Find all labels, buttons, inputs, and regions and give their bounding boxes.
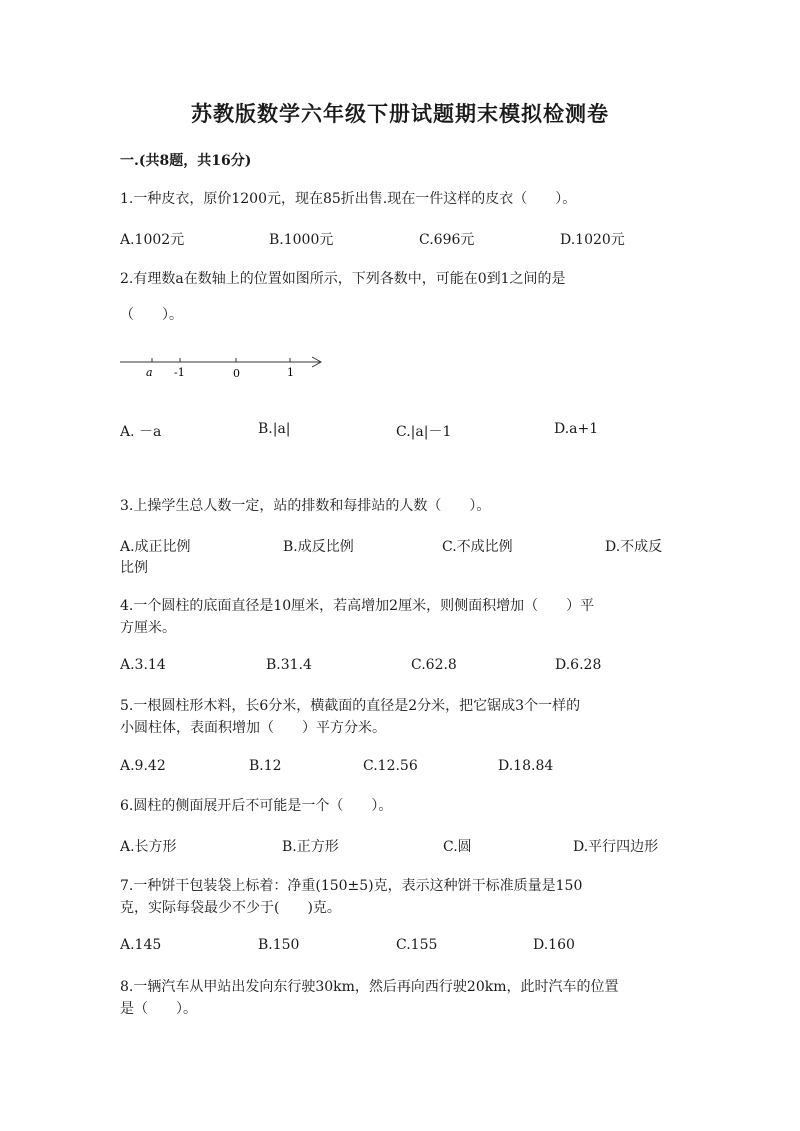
question-3-option-a: A.成正比例 bbox=[120, 539, 191, 555]
question-7-text-line1: 7.一种饼干包装袋上标着：净重(150±5)克，表示这种饼干标准质量是150 bbox=[120, 878, 583, 894]
question-2-text-line2: （ ）。 bbox=[120, 307, 183, 323]
question-6-option-d: D.平行四边形 bbox=[573, 839, 659, 855]
question-1-text: 1.一种皮衣，原价1200元，现在85折出售.现在一件这样的皮衣（ ）。 bbox=[120, 191, 577, 207]
label-1: 1 bbox=[287, 366, 294, 379]
question-7-option-c: C.155 bbox=[396, 937, 438, 953]
page-title: 苏教版数学六年级下册试题期末模拟检测卷 bbox=[191, 101, 609, 126]
question-6-text: 6.圆柱的侧面展开后不可能是一个（ ）。 bbox=[120, 798, 393, 814]
question-6-option-b: B.正方形 bbox=[282, 839, 339, 855]
question-7-text-line2: 克，实际每袋最少不少于( )克。 bbox=[120, 900, 341, 916]
question-7-option-b: B.150 bbox=[258, 937, 300, 953]
number-line-figure bbox=[118, 352, 328, 382]
question-2-text-line1: 2.有理数a在数轴上的位置如图所示，下列各数中，可能在0到1之间的是 bbox=[120, 271, 566, 287]
question-8-text-line2: 是（ ）。 bbox=[120, 1001, 197, 1017]
question-5-option-b: B.12 bbox=[249, 758, 282, 774]
label-a: a bbox=[146, 366, 153, 379]
section-heading: 一.(共8题，共16分) bbox=[120, 153, 252, 169]
question-5-option-d: D.18.84 bbox=[498, 758, 554, 774]
question-5-option-c: C.12.56 bbox=[363, 758, 418, 774]
question-6-option-a: A.长方形 bbox=[120, 839, 177, 855]
question-4-option-d: D.6.28 bbox=[555, 657, 602, 673]
question-3-option-c: C.不成比例 bbox=[442, 539, 513, 555]
question-1-option-d: D.1020元 bbox=[560, 232, 625, 248]
question-7-option-d: D.160 bbox=[533, 937, 575, 953]
question-6-option-c: C.圆 bbox=[443, 839, 472, 855]
question-2-option-c: C.|a|－1 bbox=[396, 424, 452, 440]
label-minus-1: -1 bbox=[174, 366, 185, 379]
question-1-option-a: A.1002元 bbox=[120, 232, 185, 248]
question-8-text-line1: 8.一辆汽车从甲站出发向东行驶30km，然后再向西行驶20km，此时汽车的位置 bbox=[120, 979, 619, 995]
question-5-text-line2: 小圆柱体，表面积增加（ ）平方分米。 bbox=[120, 720, 386, 736]
question-2-option-a: A. －a bbox=[120, 424, 162, 440]
question-7-option-a: A.145 bbox=[120, 937, 162, 953]
question-3-text: 3.上操学生总人数一定，站的排数和每排站的人数（ ）。 bbox=[120, 498, 491, 514]
label-0: 0 bbox=[233, 367, 240, 380]
question-2-option-d: D.a+1 bbox=[554, 421, 599, 437]
question-1-option-b: B.1000元 bbox=[269, 232, 334, 248]
question-3-option-b: B.成反比例 bbox=[283, 539, 354, 555]
question-3-option-d-wrap: 比例 bbox=[120, 560, 148, 576]
question-4-option-a: A.3.14 bbox=[120, 657, 166, 673]
question-4-text-line2: 方厘米。 bbox=[120, 620, 176, 636]
question-1-option-c: C.696元 bbox=[419, 232, 475, 248]
question-5-text-line1: 5.一根圆柱形木料，长6分米，横截面的直径是2分米，把它锯成3个一样的 bbox=[120, 698, 581, 714]
question-3-option-d: D.不成反 bbox=[605, 539, 663, 555]
question-2-option-b: B.|a| bbox=[258, 421, 291, 437]
question-4-text-line1: 4.一个圆柱的底面直径是10厘米，若高增加2厘米，则侧面积增加（ ）平 bbox=[120, 598, 595, 614]
question-4-option-c: C.62.8 bbox=[411, 657, 457, 673]
question-5-option-a: A.9.42 bbox=[120, 758, 166, 774]
question-4-option-b: B.31.4 bbox=[266, 657, 312, 673]
